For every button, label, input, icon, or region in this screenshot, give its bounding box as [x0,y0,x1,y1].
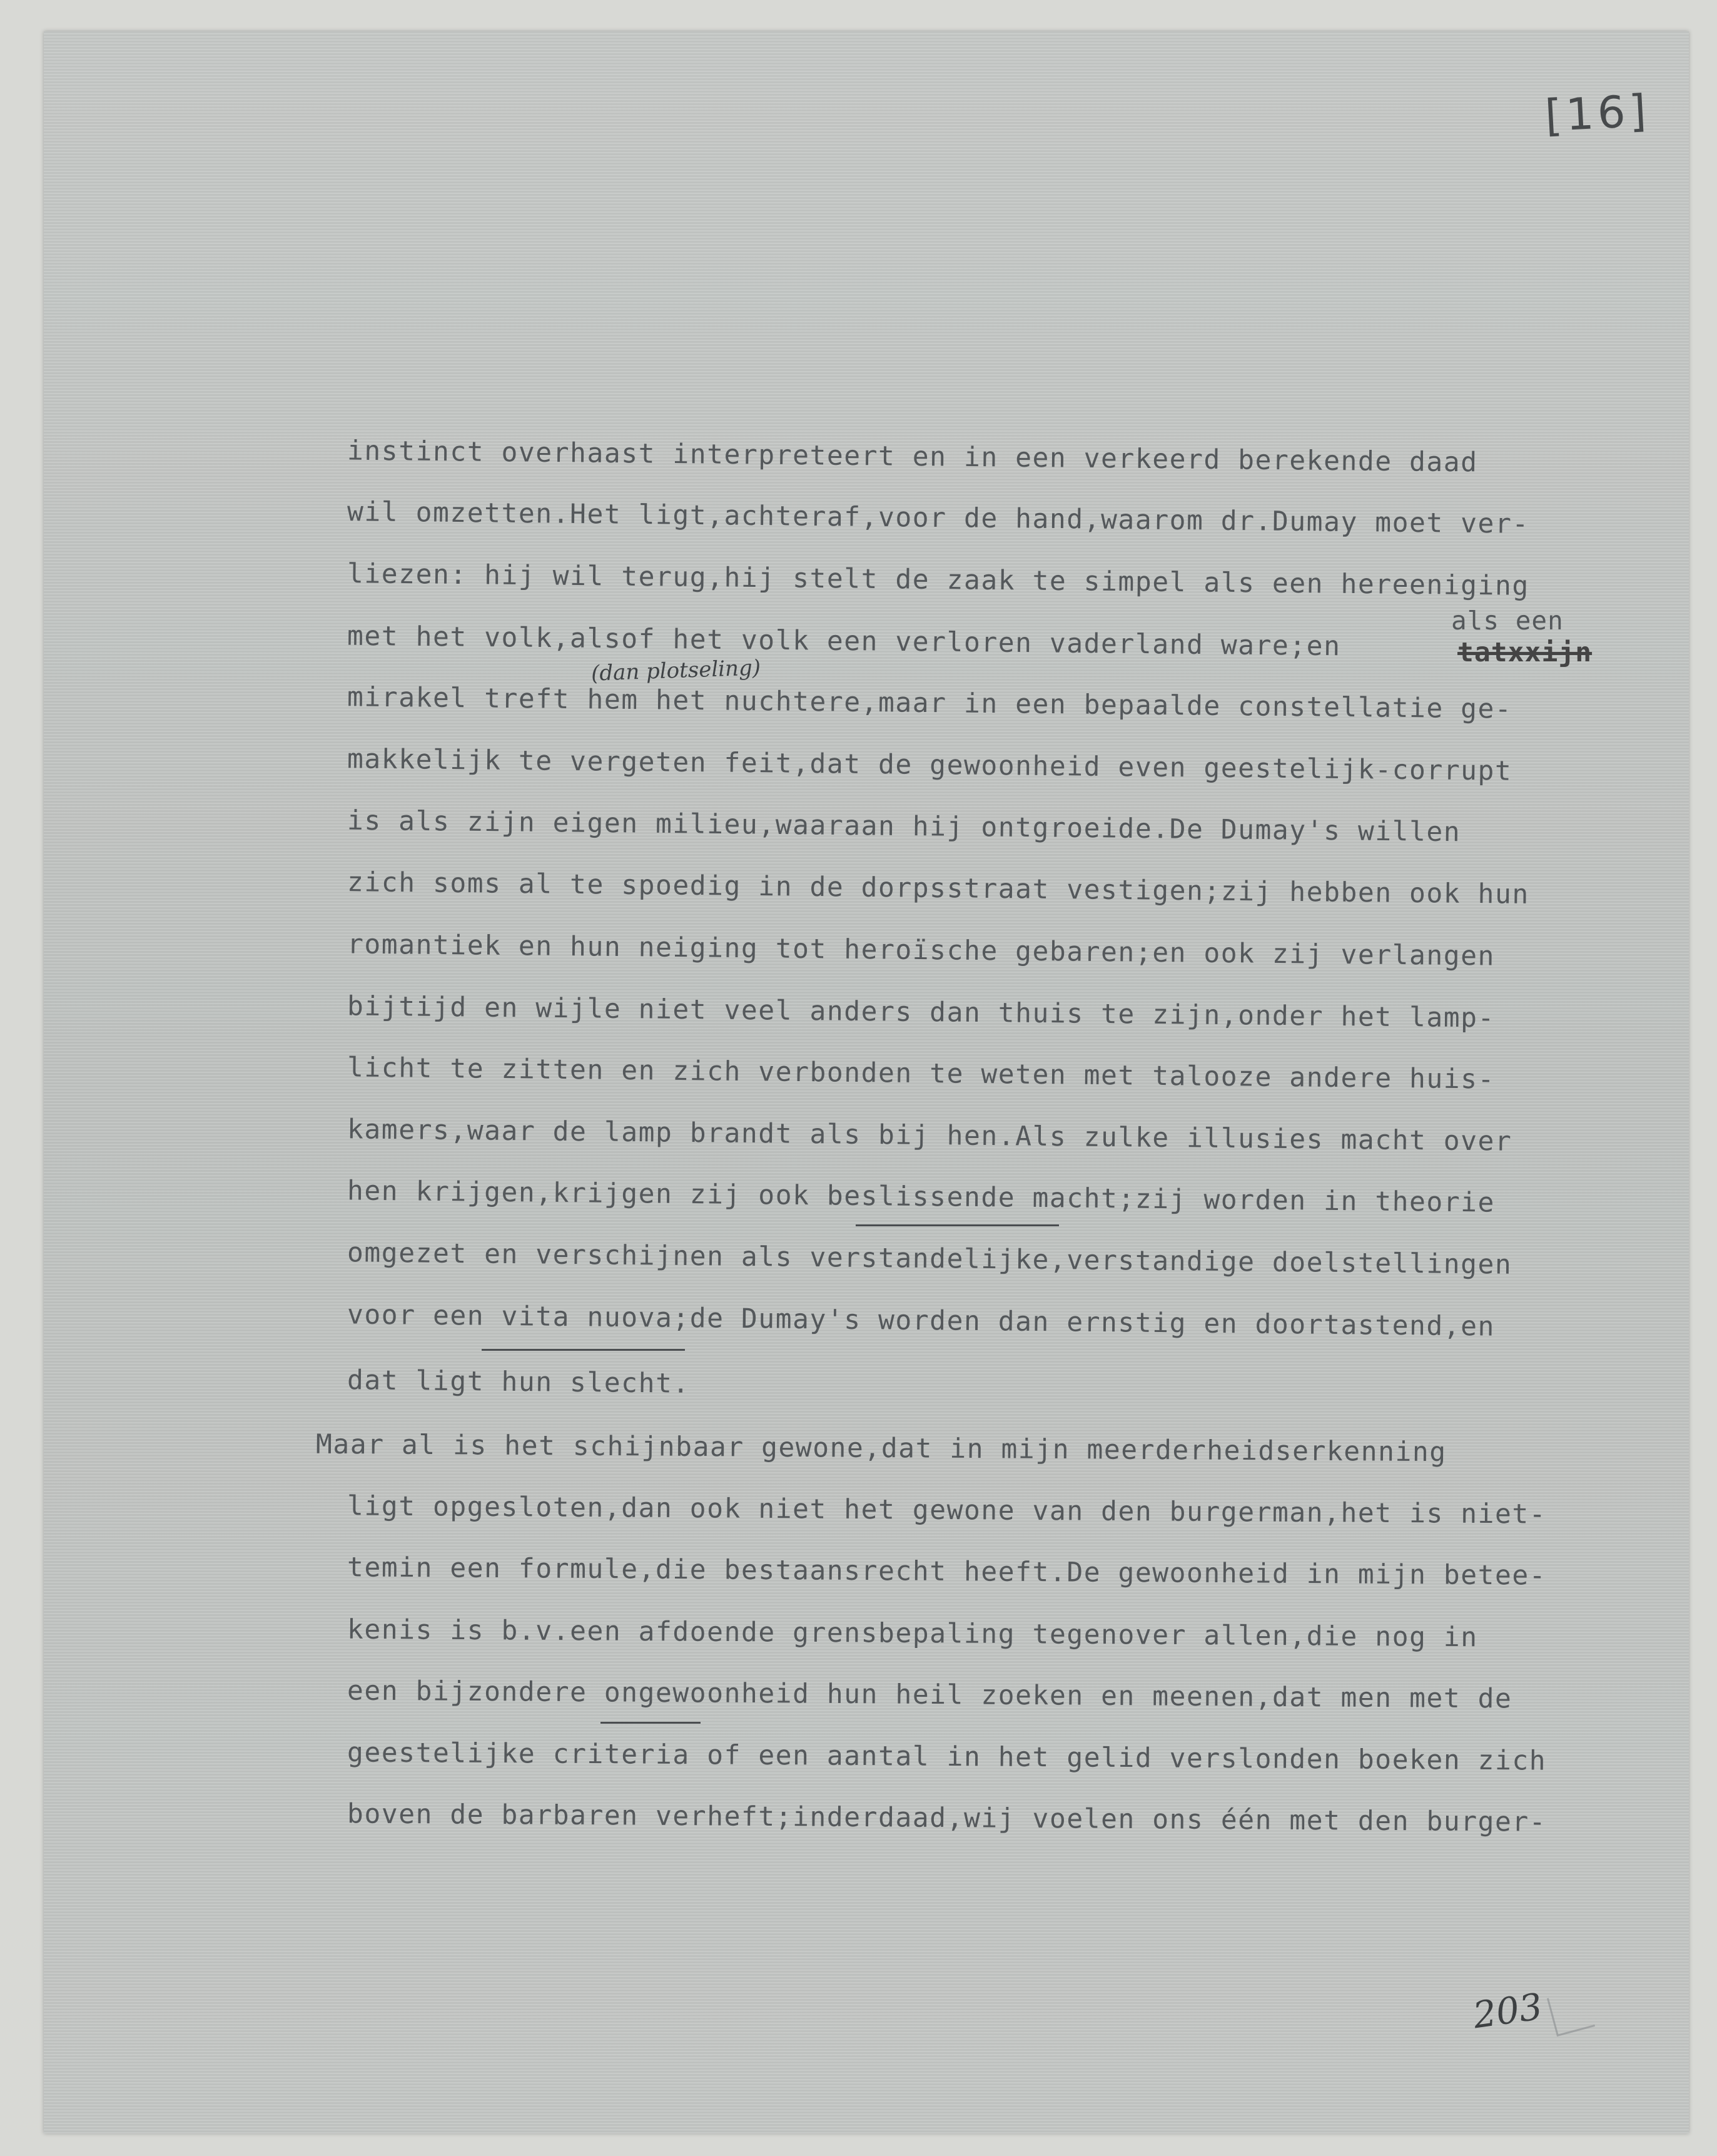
text-line-12: kamers,waar de lamp brandt als bij hen.Als zulke illusies macht over [347,1114,1512,1157]
text-line-5: mirakel treft hem het nuchtere,maar in een bepaalde constellatie ge- [347,681,1512,725]
text-line-8: zich soms al te spoedig in de dorpsstraat vestigen;zij hebben ook hun [347,867,1530,910]
page-number: [16] [1543,84,1651,142]
text-line-23: boven de barbaren verheft;inderdaad,wij voelen ons één met den burger- [347,1798,1547,1838]
text-line-14: omgezet en verschijnen als verstandelijke,verstandige doelstellingen [347,1237,1512,1281]
text-line-18: ligt opgesloten,dan ook niet het gewone van den burgerman,het is niet- [347,1490,1547,1530]
underline-vita-nuova [482,1349,685,1351]
text-line-22: geestelijke criteria of een aantal in het gelid verslonden boeken zich [347,1737,1547,1777]
text-line-4: met het volk,alsof het volk een verloren vaderland ware;en [347,620,1341,663]
text-line-6: makkelijk te vergeten feit,dat de gewoonheid even geestelijk-corrupt [347,743,1512,787]
text-line-7: is als zijn eigen milieu,waaraan hij ontgroeide.De Dumay's willen [347,805,1461,848]
text-line-13: hen krijgen,krijgen zij ook beslissende macht;zij worden in theorie [347,1175,1496,1219]
text-line-20: kenis is b.v.een afdoende grensbepaling tegenover allen,die nog in [347,1614,1478,1654]
text-line-9: romantiek en hun neiging tot heroïsche gebaren;en ook zij verlangen [347,928,1496,972]
text-line-16: dat ligt hun slecht. [347,1365,691,1400]
handwritten-insertion: (dan plotseling) [590,655,761,686]
text-line-1: instinct overhaast interpreteert en in een verkeerd berekende daad [347,435,1478,479]
text-line-17: Maar al is het schijnbaar gewone,dat in mijn meerderheidserkenning [315,1428,1447,1468]
underline-beslissende [856,1224,1059,1226]
struck-out-word: tatxxijn [1457,637,1593,668]
text-line-3: liezen: hij wil terug,hij stelt de zaak te simpel als een hereeniging [347,558,1530,602]
text-line-15: voor een vita nuova;de Dumay's worden dan ernstig en doortastend,en [347,1299,1496,1343]
text-line-11: licht te zitten en zich verbonden te weten met talooze andere huis- [347,1052,1496,1096]
text-line-10: bijtijd en wijle niet veel anders dan thuis te zijn,onder het lamp- [347,990,1496,1034]
folio-number: 203 [1470,1985,1545,2037]
typed-insertion: als een [1451,606,1564,636]
text-line-2: wil omzetten.Het ligt,achteraf,voor de hand,waarom dr.Dumay moet ver- [347,496,1530,540]
text-line-21: een bijzondere ongewoonheid hun heil zoeken en meenen,dat men met de [347,1675,1512,1715]
underline-ongewoonheid [600,1722,701,1724]
text-line-19: temin een formule,die bestaansrecht heeft.De gewoonheid in mijn betee- [347,1552,1547,1592]
